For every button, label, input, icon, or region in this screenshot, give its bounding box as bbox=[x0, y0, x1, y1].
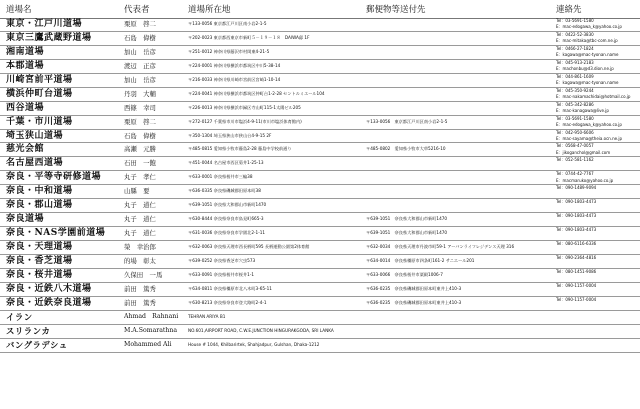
contact-email: E：macmaruko@yahoo.co.jp bbox=[556, 177, 614, 183]
mailing-address bbox=[366, 185, 554, 198]
table-row bbox=[0, 339, 640, 353]
dojo-address: 〒226-0013 神奈川県横浜市緑区寺山町115-1太陽ビル205 bbox=[188, 104, 301, 110]
table-row bbox=[0, 311, 640, 325]
dojo-name: スリランカ bbox=[6, 325, 51, 336]
representative: 丹羽 大輔 bbox=[124, 89, 156, 98]
mailing-address bbox=[366, 311, 554, 324]
contact-info bbox=[556, 325, 640, 338]
dojo-name: イラン bbox=[6, 311, 33, 322]
table-row bbox=[0, 297, 640, 311]
dojo-name: 本郡道場 bbox=[6, 60, 45, 71]
table-row bbox=[0, 74, 640, 88]
dojo-name: 東京・江戸川道場 bbox=[6, 19, 83, 29]
mailing-address bbox=[366, 32, 554, 45]
contact-info bbox=[556, 339, 640, 352]
representative: 石田 一飽 bbox=[124, 159, 156, 168]
contact-email: E：machonbu@d3.dion.ne.jp bbox=[556, 66, 614, 72]
representative: Ahmad Rahnani bbox=[124, 312, 179, 320]
contact-email: E：mac-mitaka@tbc-com.ne.jp bbox=[556, 38, 618, 44]
contact-phone: Tel：0466-27-1824 bbox=[556, 45, 594, 51]
dojo-address: NO.601,AIRPORT ROAD, C.W.E.JUNCTION HINGURAKGODA, SRI LANKA bbox=[188, 327, 334, 333]
dojo-address: House # 1044, Khilbarirtek, Shahjadpur, Gulshan, Dhaka-1212 bbox=[188, 341, 320, 347]
table-row bbox=[0, 60, 640, 74]
contact-info bbox=[556, 171, 640, 184]
mailing-address: 〒636-0235 奈良県磯城郡田原本町東井上410-3 bbox=[366, 285, 462, 291]
contact-info bbox=[556, 185, 640, 198]
contact-phone: Tel：090-1157-0004 bbox=[556, 296, 597, 302]
table-row bbox=[0, 171, 640, 185]
dojo-name: 千葉・市川道場 bbox=[6, 116, 73, 127]
header-contact: 連絡先 bbox=[556, 5, 582, 15]
contact-email: E：mac-kanagawa@live.jp bbox=[556, 108, 609, 114]
dojo-address: 〒639-0252 奈良県香芝市穴虫573 bbox=[188, 257, 256, 263]
mailing-address: 〒485-0802 愛知県小牧市大草5216-10 bbox=[366, 146, 446, 152]
dojo-name: 慈光会館 bbox=[6, 144, 45, 155]
contact-phone: Tel：045-913-2183 bbox=[556, 59, 594, 65]
contact-phone: Tel：090-1803-4473 bbox=[556, 213, 597, 219]
representative: 丸子 道仁 bbox=[124, 229, 156, 238]
dojo-name: 奈良道場 bbox=[6, 214, 45, 225]
contact-email: E：mac-edogawa_k@yahoo.co.jp bbox=[556, 121, 622, 127]
representative: M.A.Somarathna bbox=[124, 326, 178, 334]
contact-info bbox=[556, 143, 640, 156]
mailing-address bbox=[366, 199, 554, 212]
contact-info bbox=[556, 255, 640, 268]
representative: 渡辺 正彦 bbox=[124, 61, 156, 70]
dojo-name: 西谷道場 bbox=[6, 102, 45, 113]
dojo-name: 奈良・近鉄八木道場 bbox=[6, 283, 92, 294]
representative: 栗原 啓二 bbox=[124, 20, 156, 28]
dojo-address: 〒350-1304 埼玉県狭山市狭山台4-9-15 2F bbox=[188, 132, 272, 138]
representative: 加山 岳彦 bbox=[124, 75, 156, 84]
representative: Mohammed Ali bbox=[124, 340, 172, 348]
mailing-address: 〒633-0066 奈良県桜井市粟殿1006-7 bbox=[366, 271, 443, 277]
contact-info bbox=[556, 199, 640, 212]
representative: 丸子 道仁 bbox=[124, 215, 156, 224]
contact-info bbox=[556, 32, 640, 45]
dojo-name: 川崎宮前平道場 bbox=[6, 74, 73, 85]
dojo-address: 〒630-8444 奈良県奈良市鳥見町665-3 bbox=[188, 216, 264, 222]
table-row bbox=[0, 255, 640, 269]
dojo-name: 奈良・近鉄奈良道場 bbox=[6, 297, 92, 308]
contact-info bbox=[556, 46, 640, 59]
contact-email: E：kagawa@mac-tyonan.name bbox=[556, 80, 619, 86]
mailing-address bbox=[366, 325, 554, 338]
table-row bbox=[0, 199, 640, 213]
contact-phone: Tel：045-350-9244 bbox=[556, 87, 594, 93]
mailing-address bbox=[366, 88, 554, 101]
contact-phone: Tel：0568-47-0057 bbox=[556, 143, 594, 149]
representative: 前田 篤秀 bbox=[124, 298, 156, 307]
dojo-name: 奈良・平等寺研修道場 bbox=[6, 172, 102, 183]
contact-phone: Tel：090-2364-4816 bbox=[556, 254, 597, 260]
mailing-address bbox=[366, 157, 554, 170]
contact-email: E：kagawa@mac-tyonan.name bbox=[556, 52, 619, 58]
dojo-name: 湘南道場 bbox=[6, 46, 45, 57]
contact-phone: Tel：03-5691-1580 bbox=[556, 115, 594, 121]
dojo-address: 〒451-0044 名古屋市西区菊井1-25-13 bbox=[188, 160, 264, 166]
table-row bbox=[0, 46, 640, 60]
dojo-address: 〒251-0012 神奈川県藤沢市村岡東4-21-5 bbox=[188, 48, 270, 54]
contact-info bbox=[556, 283, 640, 296]
mailing-address: 〒632-0034 奈良県天理市丹波市町59-1 アーバンライフレジデンス天理 316 bbox=[366, 244, 515, 249]
mailing-address: 〒639-1051 奈良県大和郡山市新町1470 bbox=[366, 230, 448, 236]
table-row bbox=[0, 325, 640, 339]
contact-info bbox=[556, 213, 640, 226]
contact-phone: Tel：044-861-1609 bbox=[556, 73, 594, 79]
dojo-name: 奈良・NAS学園前道場 bbox=[6, 228, 106, 239]
mailing-address bbox=[366, 46, 554, 59]
dojo-name: 東京三鷹武蔵野道場 bbox=[6, 32, 92, 43]
dojo-address: 〒633-0001 奈良県桜井市三輪38 bbox=[188, 174, 253, 180]
contact-info bbox=[556, 297, 640, 310]
header-address: 道場所在地 bbox=[188, 5, 231, 15]
table-row bbox=[0, 269, 640, 283]
header-name: 道場名 bbox=[6, 5, 32, 15]
contact-info bbox=[556, 60, 640, 73]
dojo-name: 埼玉狭山道場 bbox=[6, 130, 64, 141]
mailing-address: 〒634-0014 奈良県橿原市四条町161-2 サニエール201 bbox=[366, 257, 475, 263]
mailing-address bbox=[366, 339, 554, 352]
table-row bbox=[0, 18, 640, 32]
dojo-name: 奈良・中和道場 bbox=[6, 186, 73, 197]
contact-info bbox=[556, 18, 640, 31]
dojo-name: 奈良・桜井道場 bbox=[6, 269, 73, 280]
dojo-address: 〒202-0023 東京都西東京市新町５－１９－１８ DAIWA邸 1F bbox=[188, 34, 310, 40]
dojo-address: 〒636-0335 奈良県磯城郡田原本町38 bbox=[188, 188, 261, 194]
dojo-name: 名古屋西道場 bbox=[6, 158, 64, 169]
dojo-address: 〒224-0001 神奈川県横浜市都筑区中川5-38-14 bbox=[188, 62, 281, 68]
mailing-address bbox=[366, 60, 554, 73]
representative: 丸子 道仁 bbox=[124, 201, 156, 210]
contact-info bbox=[556, 241, 640, 254]
contact-info bbox=[556, 269, 640, 282]
header-representative: 代表者 bbox=[124, 5, 150, 15]
mailing-address bbox=[366, 102, 554, 115]
representative: 山縣 要 bbox=[124, 187, 150, 196]
contact-info bbox=[556, 116, 640, 129]
contact-phone: Tel：045-342-8286 bbox=[556, 101, 594, 107]
dojo-name: 奈良・天理道場 bbox=[6, 242, 73, 252]
representative: 的場 彰太 bbox=[124, 256, 156, 265]
dojo-address: 〒633-0091 奈良県桜井市桜井1-1 bbox=[188, 271, 255, 277]
dojo-address: 〒272-0127 千葉県市川市塩浜4-9-11(市川市塩浜体育館内) bbox=[188, 118, 302, 124]
mailing-address: 〒133-0056 東京都江戸川区南小岩2-1-5 bbox=[366, 118, 448, 124]
contact-phone: Tel：090-1157-0004 bbox=[556, 282, 597, 288]
dojo-address: 〒639-1051 奈良県大和郡山市新町1470 bbox=[188, 202, 267, 208]
contact-email: E：jikoganchol@gmail.com bbox=[556, 149, 611, 155]
contact-phone: Tel：042-950-6606 bbox=[556, 129, 594, 135]
dojo-name: 奈良・香芝道場 bbox=[6, 255, 73, 266]
contact-info bbox=[556, 157, 640, 170]
contact-phone: Tel：090-1803-4473 bbox=[556, 199, 597, 205]
contact-email: E：mac-nakamachidai@hotmail.co.jp bbox=[556, 94, 631, 100]
dojo-name: 奈良・郡山道場 bbox=[6, 200, 73, 211]
table-row bbox=[0, 32, 640, 46]
contact-phone: Tel：080-6116-6336 bbox=[556, 241, 597, 246]
representative: 丸子 孝仁 bbox=[124, 173, 156, 182]
representative: 西篠 幸司 bbox=[124, 103, 156, 112]
representative: 高瀬 元勝 bbox=[124, 145, 156, 154]
dojo-name: バングラデシュ bbox=[6, 339, 68, 350]
mailing-address bbox=[366, 18, 554, 31]
table-row bbox=[0, 130, 640, 144]
contact-info bbox=[556, 130, 640, 143]
table-row bbox=[0, 185, 640, 199]
table-row bbox=[0, 227, 640, 241]
dojo-address: 〒630-8213 奈良県奈良市登大路町2-4-1 bbox=[188, 299, 267, 305]
mailing-address: 〒639-1051 奈良県大和郡山市新町1470 bbox=[366, 216, 448, 222]
dojo-name: 横浜仲町台道場 bbox=[6, 88, 73, 99]
table-row bbox=[0, 283, 640, 297]
dojo-address: 〒224-0041 神奈川県横浜市都筑区仲町台1-2-28 セントルミエール104 bbox=[188, 90, 325, 96]
contact-email: E：mac-sayama@theia.ocn.ne.jp bbox=[556, 135, 622, 141]
table-row bbox=[0, 143, 640, 157]
contact-info bbox=[556, 227, 640, 240]
contact-info bbox=[556, 74, 640, 87]
mailing-address bbox=[366, 130, 554, 143]
dojo-address: 〒634-0811 奈良県橿原市北八木町3-65-11 bbox=[188, 285, 272, 291]
dojo-address: 〒631-0036 奈良県奈良市学園北2-1-11 bbox=[188, 230, 266, 236]
dojo-address: 〒632-0063 奈良県天理市西長柄町595 長柄運動公園第2体育館 bbox=[188, 244, 310, 249]
header-mailing: 郵便物等送付先 bbox=[366, 5, 426, 15]
contact-phone: Tel：03-5691-1580 bbox=[556, 18, 594, 23]
representative: 榮 幸治郎 bbox=[124, 243, 156, 251]
contact-phone: Tel：090-1489-9094 bbox=[556, 185, 597, 191]
contact-info bbox=[556, 311, 640, 324]
representative: 栗原 啓二 bbox=[124, 117, 156, 126]
dojo-address: 〒133-0056 東京都江戸川区南小岩2-1-5 bbox=[188, 21, 267, 26]
contact-info bbox=[556, 88, 640, 101]
dojo-address: 〒485-0815 愛知県小牧市藤島2-28 藤島中学校前通り bbox=[188, 146, 292, 152]
mailing-address bbox=[366, 74, 554, 87]
table-header bbox=[0, 0, 640, 19]
mailing-address bbox=[366, 171, 554, 184]
contact-phone: Tel：090-1803-4473 bbox=[556, 227, 597, 233]
contact-email: E：mac-edogawa_k@yahoo.co.jp bbox=[556, 24, 622, 30]
contact-info bbox=[556, 102, 640, 115]
table-row bbox=[0, 116, 640, 130]
representative: 石島 偉樹 bbox=[124, 131, 156, 140]
table-row bbox=[0, 213, 640, 227]
mailing-address: 〒636-0235 奈良県磯城郡田原本町東井上410-3 bbox=[366, 299, 462, 305]
table-row bbox=[0, 88, 640, 102]
contact-phone: Tel：080-1451-9086 bbox=[556, 268, 597, 274]
representative: 久保田 一馬 bbox=[124, 270, 163, 279]
table-row bbox=[0, 157, 640, 171]
representative: 前田 篤秀 bbox=[124, 284, 156, 293]
dojo-address: TEHRAN ARIYA B1 bbox=[188, 313, 226, 319]
representative: 加山 岳彦 bbox=[124, 47, 156, 56]
table-row bbox=[0, 241, 640, 255]
contact-phone: Tel：0744-42-7767 bbox=[556, 171, 594, 177]
dojo-address: 〒216-0033 神奈川県川崎市宮前区宮崎1-10-14 bbox=[188, 76, 281, 82]
table-row bbox=[0, 102, 640, 116]
table-body bbox=[0, 18, 640, 353]
representative: 石島 偉樹 bbox=[124, 33, 156, 42]
contact-phone: Tel：052-581-1162 bbox=[556, 157, 594, 163]
contact-phone: Tel：0422-52-3830 bbox=[556, 31, 594, 37]
